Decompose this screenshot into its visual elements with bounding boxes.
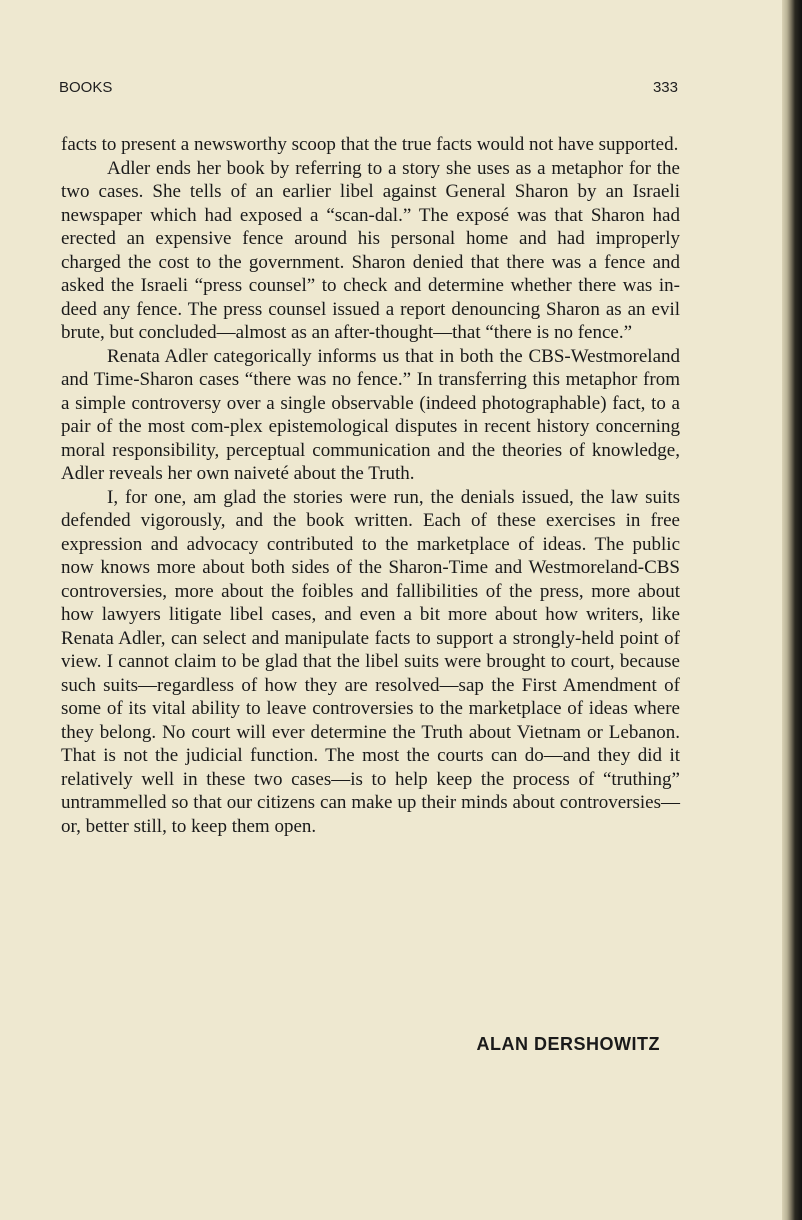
section-title: BOOKS bbox=[59, 79, 113, 96]
page-number: 333 bbox=[652, 79, 678, 96]
paragraph: Adler ends her book by referring to a story she uses as a metaphor for the two cases. She tells of an earlier libel against General Sharon by an Israeli newspaper which had exposed a “scan-dal.” The exposé was that Sharon had erected an expensive fence around his personal home and had improperly charged the cost to the government. Sharon denied that there was a fence and asked the Israeli “press counsel” to check and determine whether there was in-deed any fence. The press counsel issued a report denouncing Sharon as an evil brute, but concluded—almost as an after-thought—that “there is no fence.” bbox=[61, 157, 680, 343]
article-body bbox=[61, 133, 680, 838]
book-binding-edge bbox=[782, 0, 802, 1220]
author-signature: ALAN DERSHOWITZ bbox=[476, 1034, 660, 1054]
paragraph: facts to present a newsworthy scoop that the true facts would not have supported. bbox=[61, 134, 679, 155]
paragraph: I, for one, am glad the stories were run, the denials issued, the law suits defended vigorously, and the book written. Each of these exercises in free expression and advocacy contributed to the marketplace of ideas. The public now knows more about both sides of the Sharon-Time and Westmoreland-CBS controversies, more about the foibles and fallibilities of the press, more about how lawyers litigate libel cases, and even a bit more about how writers, like Renata Adler, can select and manipulate facts to support a strongly-held point of view. I cannot claim to be glad that the libel suits were brought to court, because such suits—regardless of how they are resolved—sap the First Amendment of some of its vital ability to leave controversies to the marketplace of ideas where they belong. No court will ever determine the Truth about Vietnam or Lebanon. That is not the judicial function. The most the courts can do—and they did it relatively well in these two cases—is to help keep the process of “truthing” untrammelled so that our citizens can make up their minds about controversies—or, better still, to keep them open. bbox=[61, 486, 680, 837]
paragraph: Renata Adler categorically informs us that in both the CBS-Westmoreland and Time-Sharon cases “there was no fence.” In transferring this metaphor from a simple controversy over a single observable (indeed photographable) fact, to a pair of the most com-plex epistemological disputes in recent history concerning moral responsibility, perceptual communication and the theories of knowledge, Adler reveals her own naiveté about the Truth. bbox=[61, 345, 680, 484]
running-header bbox=[59, 79, 678, 99]
